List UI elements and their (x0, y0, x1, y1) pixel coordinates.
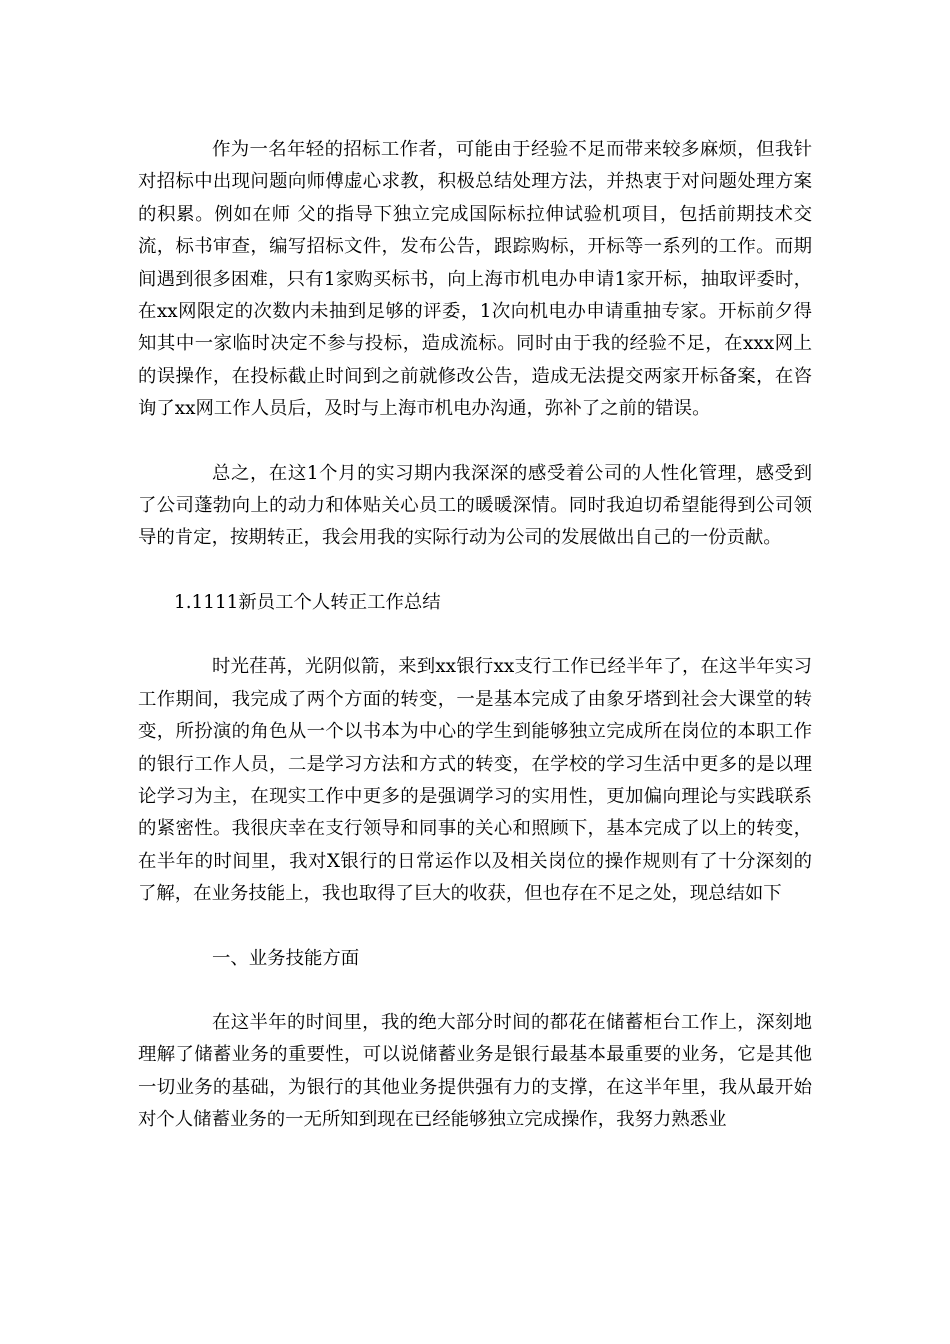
paragraph-gap (138, 911, 812, 943)
paragraph-savings-counter: 在这半年的时间里，我的绝大部分时间的都花在储蓄柜台工作上，深刻地理解了储蓄业务的重要性，可以说储蓄业务是银行最基本最重要的业务，它是其他一切业务的基础，为银行的其他业务提供强有力的支撑，在这半年里，我从最开始对个人储蓄业务的一无所知到现在已经能够独立完成操作，我努力熟悉业 (138, 1011, 812, 1131)
paragraph-summary: 总之，在这1个月的实习期内我深深的感受着公司的人性化管理，感受到了公司蓬勃向上的动力和体贴关心员工的暖暖深情。同时我迫切希望能得到公司领导的肯定，按期转正，我会用我的实际行动为公司的发展做出自己的一份贡献。 (138, 462, 812, 549)
paragraph-gap (138, 619, 812, 651)
paragraph-gap (138, 555, 812, 587)
document-body (138, 134, 812, 1137)
paragraph-gap (138, 975, 812, 1007)
section-heading-new-employee-summary: 1.1111新员工个人转正工作总结 (174, 591, 441, 613)
paragraph-half-year-review: 时光荏苒，光阴似箭，来到xx银行xx支行工作已经半年了，在这半年实习工作期间，我完成了两个方面的转变，一是基本完成了由象牙塔到社会大课堂的转变，所扮演的角色从一个以书本为中心的学生到能够独立完成所在岗位的本职工作的银行工作人员，二是学习方法和方式的转变，在学校的学习生活中更多的是以理论学习为主，在现实工作中更多的是强调学习的实用性，更加偏向理论与实践联系的紧密性。我很庆幸在支行领导和同事的关心和照顾下，基本完成了以上的转变，在半年的时间里，我对X银行的日常运作以及相关岗位的操作规则有了十分深刻的了解，在业务技能上，我也取得了巨大的收获，但也存在不足之处，现总结如下 (138, 656, 812, 905)
section-heading-business-skills: 一、业务技能方面 (212, 947, 360, 969)
paragraph-gap (138, 426, 812, 458)
paragraph-bidding-experience: 作为一名年轻的招标工作者，可能由于经验不足而带来较多麻烦，但我针对招标中出现问题向师傅虚心求教，积极总结处理方法，并热衷于对问题处理方案的积累。例如在师 父的指导下独立完成国际标拉伸试验机项目，包括前期技术交流，标书审查，编写招标文件，发布公告，跟踪购标，开标等一系列的工作。而期间遇到很多困难，只有1家购买标书，向上海市机电办申请1家开标，抽取评委时，在xx网限定的次数内未抽到足够的评委，1次向机电办申请重抽专家。开标前夕得知其中一家临时决定不参与投标，造成流标。同时由于我的经验不足，在xxx网上的误操作，在投标截止时间到之前就修改公告，造成无法提交两家开标备案，在咨询了xx网工作人员后，及时与上海市机电办沟通，弥补了之前的错误。 (138, 139, 812, 420)
